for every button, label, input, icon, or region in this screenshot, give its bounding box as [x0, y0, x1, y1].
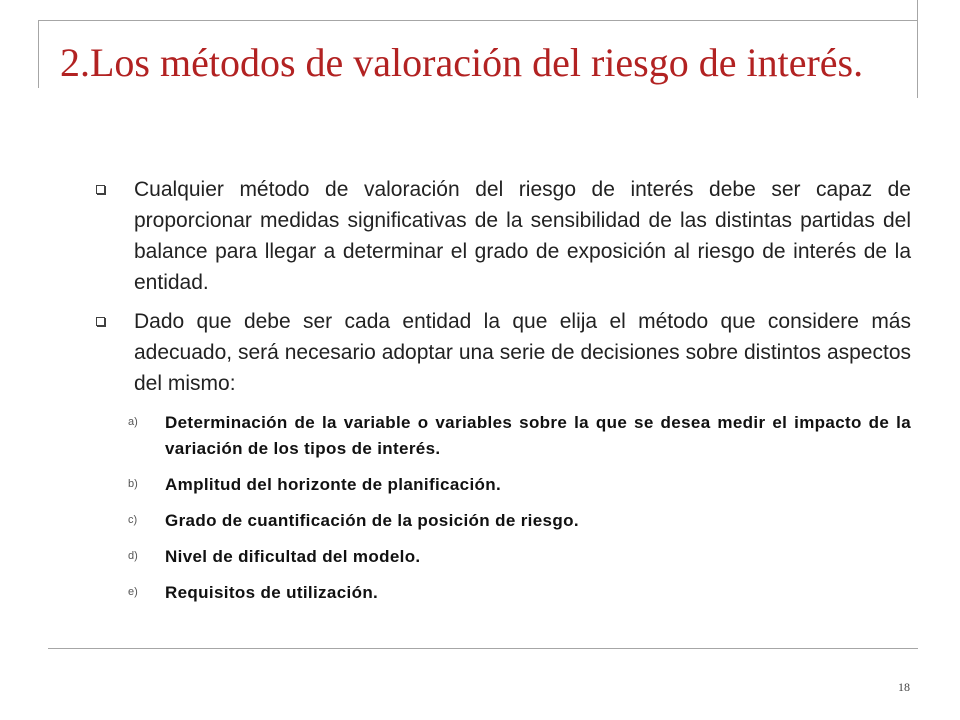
- frame-left-line: [38, 20, 39, 88]
- square-bullet-icon: [96, 317, 105, 326]
- decision-item: [128, 472, 911, 498]
- item-marker: d): [128, 550, 138, 562]
- decision-item: [128, 580, 911, 606]
- item-marker: c): [128, 514, 138, 526]
- bullet-text: Cualquier método de valoración del riesgo de interés debe ser capaz de proporcionar medidas significativas de la sensibilidad de las distintas partidas del balance para llegar a determinar el grado de exposición al riesgo de interés de la entidad.: [134, 178, 911, 294]
- frame-top-line: [38, 20, 918, 21]
- square-bullet-icon: [96, 185, 105, 194]
- decision-list: [128, 410, 911, 616]
- item-text: Requisitos de utilización.: [165, 583, 379, 602]
- item-text: Amplitud del horizonte de planificación.: [165, 475, 502, 494]
- decision-item: [128, 544, 911, 570]
- item-marker: a): [128, 416, 138, 428]
- bullet-item: [96, 174, 911, 298]
- decision-item: [128, 410, 911, 462]
- item-text: Grado de cuantificación de la posición de riesgo.: [165, 511, 579, 530]
- slide-title: 2.Los métodos de valoración del riesgo de interés.: [60, 40, 864, 85]
- bullet-item: [96, 306, 911, 399]
- frame-right-line: [917, 0, 918, 98]
- item-marker: e): [128, 586, 138, 598]
- page-number: 18: [898, 680, 910, 694]
- item-text: Nivel de dificultad del modelo.: [165, 547, 421, 566]
- item-text: Determinación de la variable o variables sobre la que se desea medir el impacto de la variación de los tipos de interés.: [165, 413, 911, 458]
- bullet-text: Dado que debe ser cada entidad la que elija el método que considere más adecuado, será necesario adoptar una serie de decisiones sobre distintos aspectos del mismo:: [134, 310, 911, 395]
- item-marker: b): [128, 478, 138, 490]
- decision-item: [128, 508, 911, 534]
- bullet-list: [96, 174, 911, 407]
- footer-divider: [48, 648, 918, 649]
